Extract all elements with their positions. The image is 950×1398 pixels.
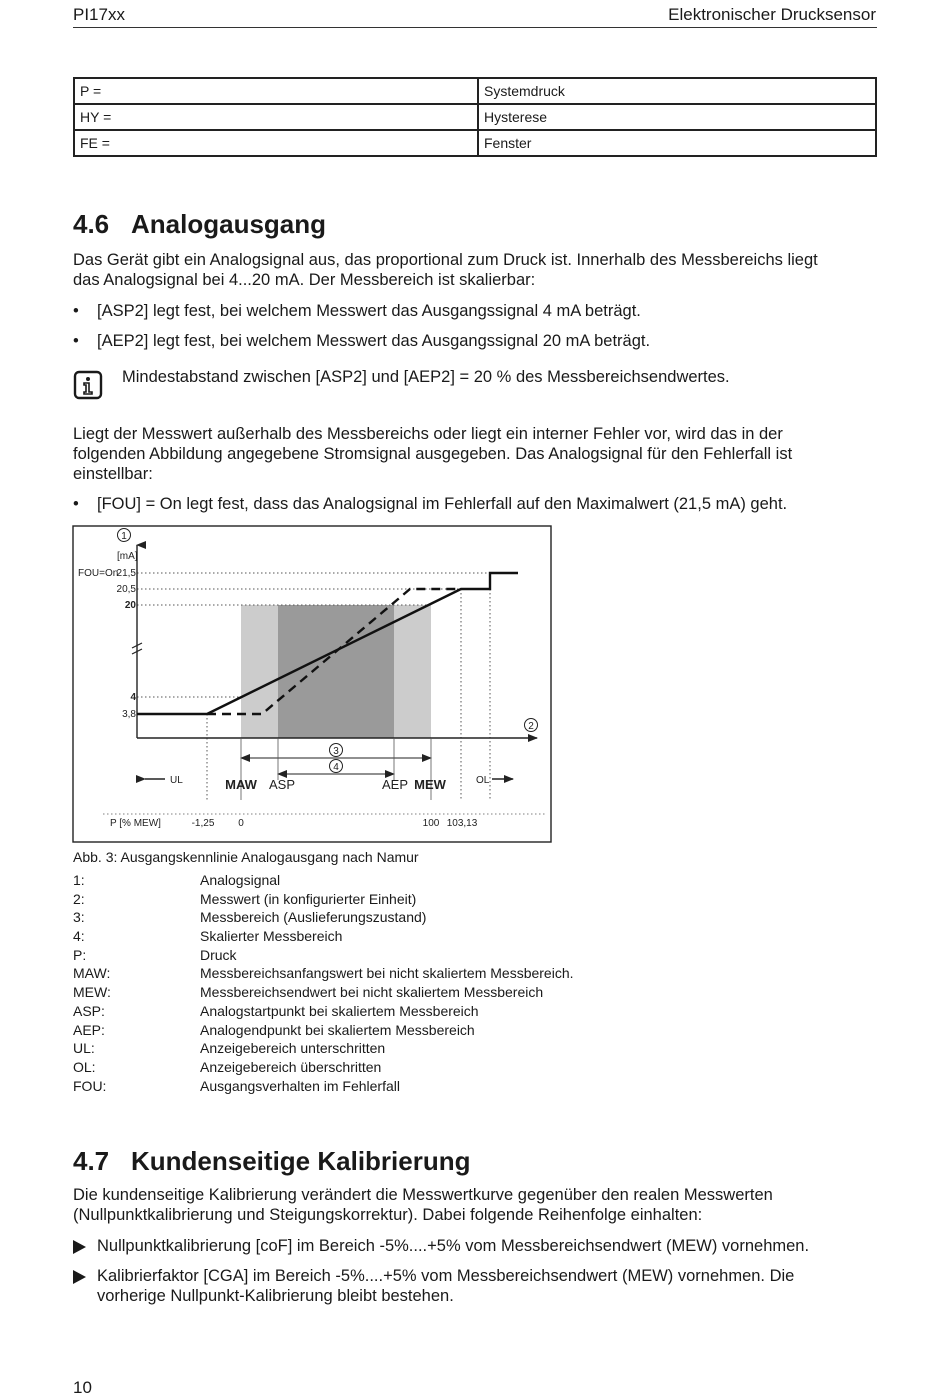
def-key: AEP: — [73, 1021, 105, 1038]
paragraph-line: Die kundenseitige Kalibrierung verändert die Messwertkurve gegenüber den realen Messwerten — [73, 1186, 773, 1204]
x-tick-100: 100 — [422, 818, 440, 829]
list-item — [73, 891, 773, 910]
paragraph-line: einstellbar: — [73, 465, 153, 483]
bullet-text: [FOU] = On legt fest, dass das Analogsignal im Fehlerfall auf den Maximalwert (21,5 mA) geht. — [97, 495, 788, 513]
aep-label: AEP — [381, 777, 409, 792]
table-cell: Fenster — [478, 130, 876, 156]
step-arrow-icon — [73, 1240, 86, 1254]
y-tick-3-8: 3,8 — [122, 709, 136, 720]
bullet-text: [ASP2] legt fest, bei welchem Messwert das Ausgangssignal 4 mA beträgt. — [97, 302, 641, 320]
def-key: 2: — [73, 890, 85, 907]
y-tick-4: 4 — [130, 692, 136, 703]
def-value: Analogendpunkt bei skaliertem Messbereich — [200, 1021, 475, 1038]
def-value: Ausgangsverhalten im Fehlerfall — [200, 1077, 400, 1094]
bullet-item — [73, 301, 883, 322]
def-value: Anzeigebereich unterschritten — [200, 1040, 386, 1057]
table-row — [74, 104, 876, 130]
step-text: Kalibrierfaktor [CGA] im Bereich -5%....+5% vom Messbereichsendwert (MEW) vornehmen. Die — [97, 1267, 795, 1285]
list-item — [73, 872, 773, 891]
def-key: 1: — [73, 872, 85, 888]
list-item — [73, 1059, 773, 1078]
y-tick-21-5: 21,5 — [116, 568, 136, 579]
def-key: FOU: — [73, 1077, 107, 1094]
step-arrow-icon — [73, 1270, 86, 1284]
page-number: 10 — [73, 1378, 92, 1397]
def-key: UL: — [73, 1040, 95, 1057]
list-item — [73, 1078, 773, 1097]
figure-caption: Abb. 3: Ausgangskennlinie Analogausgang nach Namur — [73, 849, 419, 865]
paragraph-line: Das Gerät gibt ein Analogsignal aus, das proportional zum Druck ist. Innerhalb des Messbereichs liegt — [73, 251, 818, 269]
section-heading-4-6 — [73, 209, 326, 240]
def-key: MAW: — [73, 965, 111, 982]
y-unit-label: [mA] — [117, 551, 138, 562]
def-value: Messbereichsanfangswert bei nicht skaliertem Messbereich. — [200, 965, 574, 982]
x-tick-m1-25: -1,25 — [191, 818, 215, 829]
def-value: Messbereichsendwert bei nicht skaliertem Messbereich — [200, 984, 544, 1001]
maw-label: MAW — [225, 777, 257, 792]
definition-list — [73, 872, 773, 1096]
table-cell: FE = — [74, 130, 478, 156]
marker-2: 2 — [528, 721, 534, 732]
fou-label: FOU=On — [78, 568, 119, 579]
def-key: ASP: — [73, 1002, 105, 1019]
y-tick-20-5: 20,5 — [116, 584, 136, 595]
def-value: Anzeigebereich überschritten — [200, 1058, 382, 1075]
bullet-item — [73, 331, 883, 352]
bullet-item — [73, 494, 883, 515]
list-item — [73, 984, 773, 1003]
x-tick-103-13: 103,13 — [446, 818, 478, 829]
paragraph-line: (Nullpunktkalibrierung und Steigungskorrektur). Dabei folgende Reihenfolge einhalten: — [73, 1206, 703, 1224]
def-key: 3: — [73, 909, 85, 926]
y-tick-20: 20 — [124, 600, 136, 611]
def-key: 4: — [73, 928, 85, 945]
legend-table — [73, 77, 877, 157]
ul-label: UL — [170, 775, 183, 786]
header-rule — [73, 27, 877, 28]
table-cell: HY = — [74, 104, 478, 130]
def-value: Skalierter Messbereich — [200, 928, 343, 945]
bullet-text: [AEP2] legt fest, bei welchem Messwert das Ausgangssignal 20 mA beträgt. — [97, 332, 651, 350]
paragraph-line: folgenden Abbildung angegebene Stromsignal ausgegeben. Das Analogsignal für den Fehlerfall ist — [73, 445, 793, 463]
mew-label: MEW — [414, 777, 446, 792]
ol-label: OL — [476, 775, 490, 786]
paragraph-line: Liegt der Messwert außerhalb des Messbereichs oder liegt ein interner Fehler vor, wird das in der — [73, 425, 783, 443]
section-number: 4.6 — [73, 209, 110, 239]
marker-4: 4 — [333, 762, 339, 773]
section-heading-4-7 — [73, 1146, 471, 1177]
list-item — [73, 1040, 773, 1059]
marker-1: 1 — [121, 531, 127, 542]
table-cell: Hysterese — [478, 104, 876, 130]
header-title: Elektronischer Drucksensor — [668, 5, 876, 24]
table-cell: Systemdruck — [478, 78, 876, 104]
list-item — [73, 928, 773, 947]
x-tick-0: 0 — [238, 818, 244, 829]
list-item — [73, 1003, 773, 1022]
table-cell: P = — [74, 78, 478, 104]
def-key: OL: — [73, 1058, 96, 1075]
header-product: PI17xx — [73, 5, 125, 24]
analog-output-diagram — [72, 525, 553, 844]
bullet-dot: • — [73, 302, 79, 320]
p-axis-label: P [% MEW] — [110, 818, 161, 829]
step-item — [73, 1236, 888, 1257]
def-value: Druck — [200, 946, 237, 963]
step-text: Nullpunktkalibrierung [coF] im Bereich -5%....+5% vom Messbereichsendwert (MEW) vornehmen. — [97, 1237, 810, 1255]
bullet-dot: • — [73, 332, 79, 350]
list-item — [73, 1022, 773, 1041]
paragraph-line: das Analogsignal bei 4...20 mA. Der Messbereich ist skalierbar: — [73, 271, 536, 289]
def-value: Analogsignal — [200, 872, 281, 888]
section-title: Analogausgang — [131, 209, 327, 239]
section-number: 4.7 — [73, 1146, 110, 1176]
asp-label: ASP — [268, 777, 296, 792]
marker-3: 3 — [333, 746, 339, 757]
bullet-dot: • — [73, 495, 79, 513]
def-value: Messbereich (Auslieferungszustand) — [200, 909, 427, 926]
info-note-icon — [73, 370, 103, 400]
table-row — [74, 130, 876, 156]
list-item — [73, 947, 773, 966]
def-value: Analogstartpunkt bei skaliertem Messbereich — [200, 1002, 479, 1019]
list-item — [73, 965, 773, 984]
section-title: Kundenseitige Kalibrierung — [131, 1146, 471, 1176]
list-item — [73, 909, 773, 928]
def-key: MEW: — [73, 984, 111, 1001]
def-key: P: — [73, 946, 87, 963]
table-row — [74, 78, 876, 104]
step-text-continued: vorherige Nullpunkt-Kalibrierung bleibt bestehen. — [97, 1287, 454, 1305]
def-value: Messwert (in konfigurierter Einheit) — [200, 890, 417, 907]
note-text: Mindestabstand zwischen [ASP2] und [AEP2] = 20 % des Messbereichsendwertes. — [122, 368, 730, 386]
